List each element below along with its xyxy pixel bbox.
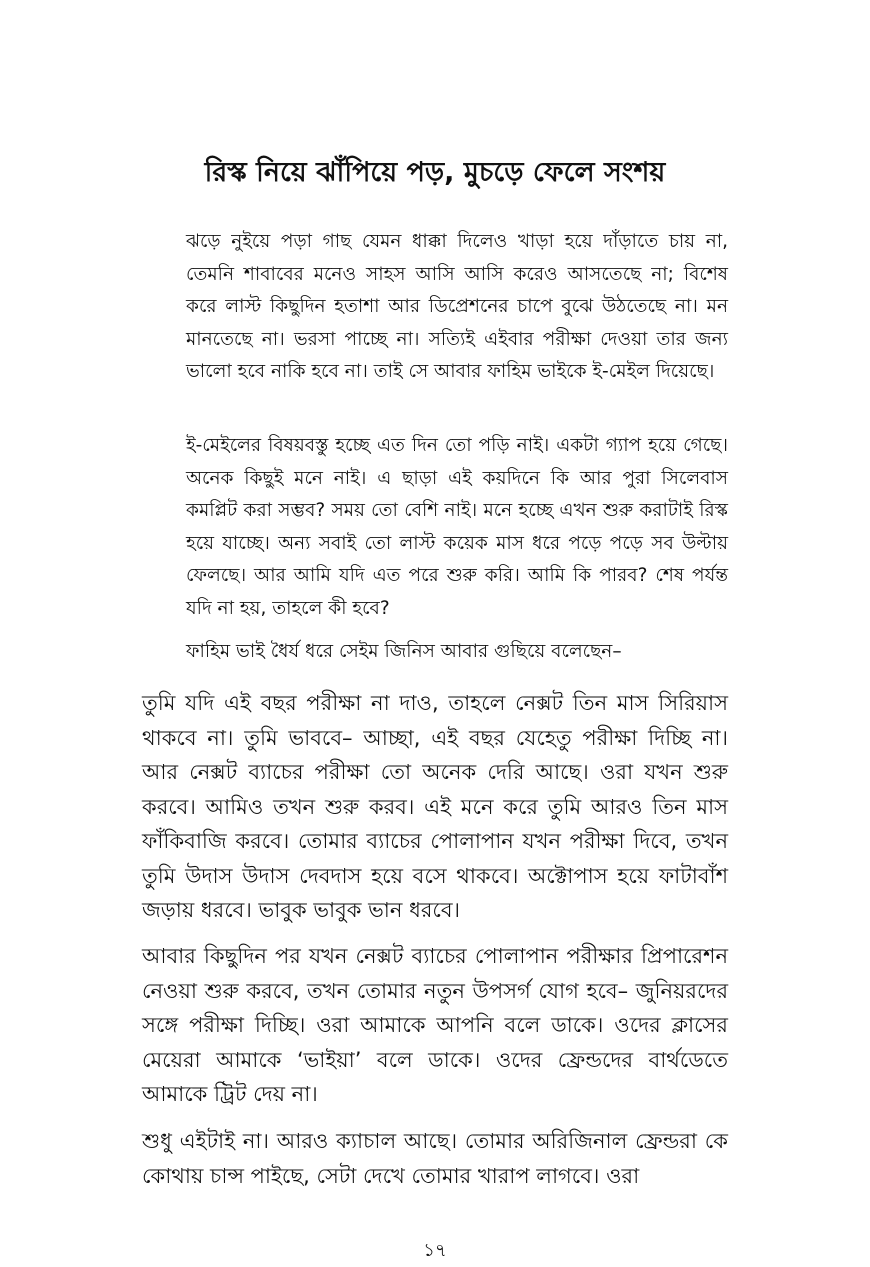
chapter-title: রিস্ক নিয়ে ঝাঁপিয়ে পড়, মুচড়ে ফেলে সংশয় xyxy=(204,157,666,188)
quoted-paragraph-3: ফাহিম ভাই ধৈর্য ধরে সেইম জিনিস আবার গুছিয়ে বলেছেন– xyxy=(186,641,622,662)
quoted-paragraph-2: ই-মেইলের বিষয়বস্তু হচ্ছে এত দিন তো পড়ি নাই। একটা গ্যাপ হয়ে গেছে। অনেক কিছুই মনে নাই। এ ছাড়া এই কয়দিনে কি আর পুরা সিলেবাস কমপ্লিট করা সম্ভব? সময় তো বেশি নাই। মনে হচ্ছে এখন শুরু করাটাই রিস্ক হয়ে যাচ্ছে। অন্য সবাই তো লাস্ট কয়েক মাস ধরে পড়ে পড়ে সব উল্টায় ফেলছে। আর আমি যদি এত পরে শুরু করি। আমি কি পারব? শেষ পর্যন্ত যদি না হয়, তাহলে কী হবে? xyxy=(186,435,728,619)
body-paragraph-2: আবার কিছুদিন পর যখন নেক্সট ব্যাচের পোলাপান পরীক্ষার প্রিপারেশন নেওয়া শুরু করবে, তখন তোমার নতুন উপসর্গ যোগ হবে– জুনিয়রদের সঙ্গে পরীক্ষা দিচ্ছি। ওরা আমাকে আপনি বলে ডাকে। ওদের ক্লাসের মেয়েরা আমাকে ‘ভাইয়া’ বলে ডাকে। ওদের ফ্রেন্ডদের বার্থডেতে আমাকে ট্রিট দেয় না। xyxy=(142,944,728,1106)
page-number: ১৭ xyxy=(423,1240,447,1261)
quoted-paragraph-1: ঝড়ে নুইয়ে পড়া গাছ যেমন ধাক্কা দিলেও খাড়া হয়ে দাঁড়াতে চায় না, তেমনি শাবাবের মনেও সাহস আসি আসি করেও আসতেছে না; বিশেষ করে লাস্ট কিছুদিন হতাশা আর ডিপ্রেশনের চাপে বুঝে উঠতেছে না। মন মানতেছে না। ভরসা পাচ্ছে না। সত্যিই এইবার পরীক্ষা দেওয়া তার জন্য ভালো হবে নাকি হবে না। তাই সে আবার ফাহিম ভাইকে ই-মেইল দিয়েছে। xyxy=(186,231,728,382)
body-paragraph-1: তুমি যদি এই বছর পরীক্ষা না দাও, তাহলে নেক্সট তিন মাস সিরিয়াস থাকবে না। তুমি ভাববে– আচ্ছা, এই বছর যেহেতু পরীক্ষা দিচ্ছি না। আর নেক্সট ব্যাচের পরীক্ষা তো অনেক দেরি আছে। ওরা যখন শুরু করবে। আমিও তখন শুরু করব। এই মনে করে তুমি আরও তিন মাস ফাঁকিবাজি করবে। তোমার ব্যাচের পোলাপান যখন পরীক্ষা দিবে, তখন তুমি উদাস উদাস দেবদাস হয়ে বসে থাকবে। অক্টোপাস হয়ে ফাটাবাঁশ জড়ায় ধরবে। ভাবুক ভাবুক ভান ধরবে। xyxy=(142,691,728,922)
body-paragraph-3: শুধু এইটাই না। আরও ক্যাচাল আছে। তোমার অরিজিনাল ফ্রেন্ডরা কে কোথায় চান্স পাইছে, সেটা দেখে তোমার খারাপ লাগবে। ওরা xyxy=(142,1129,728,1188)
